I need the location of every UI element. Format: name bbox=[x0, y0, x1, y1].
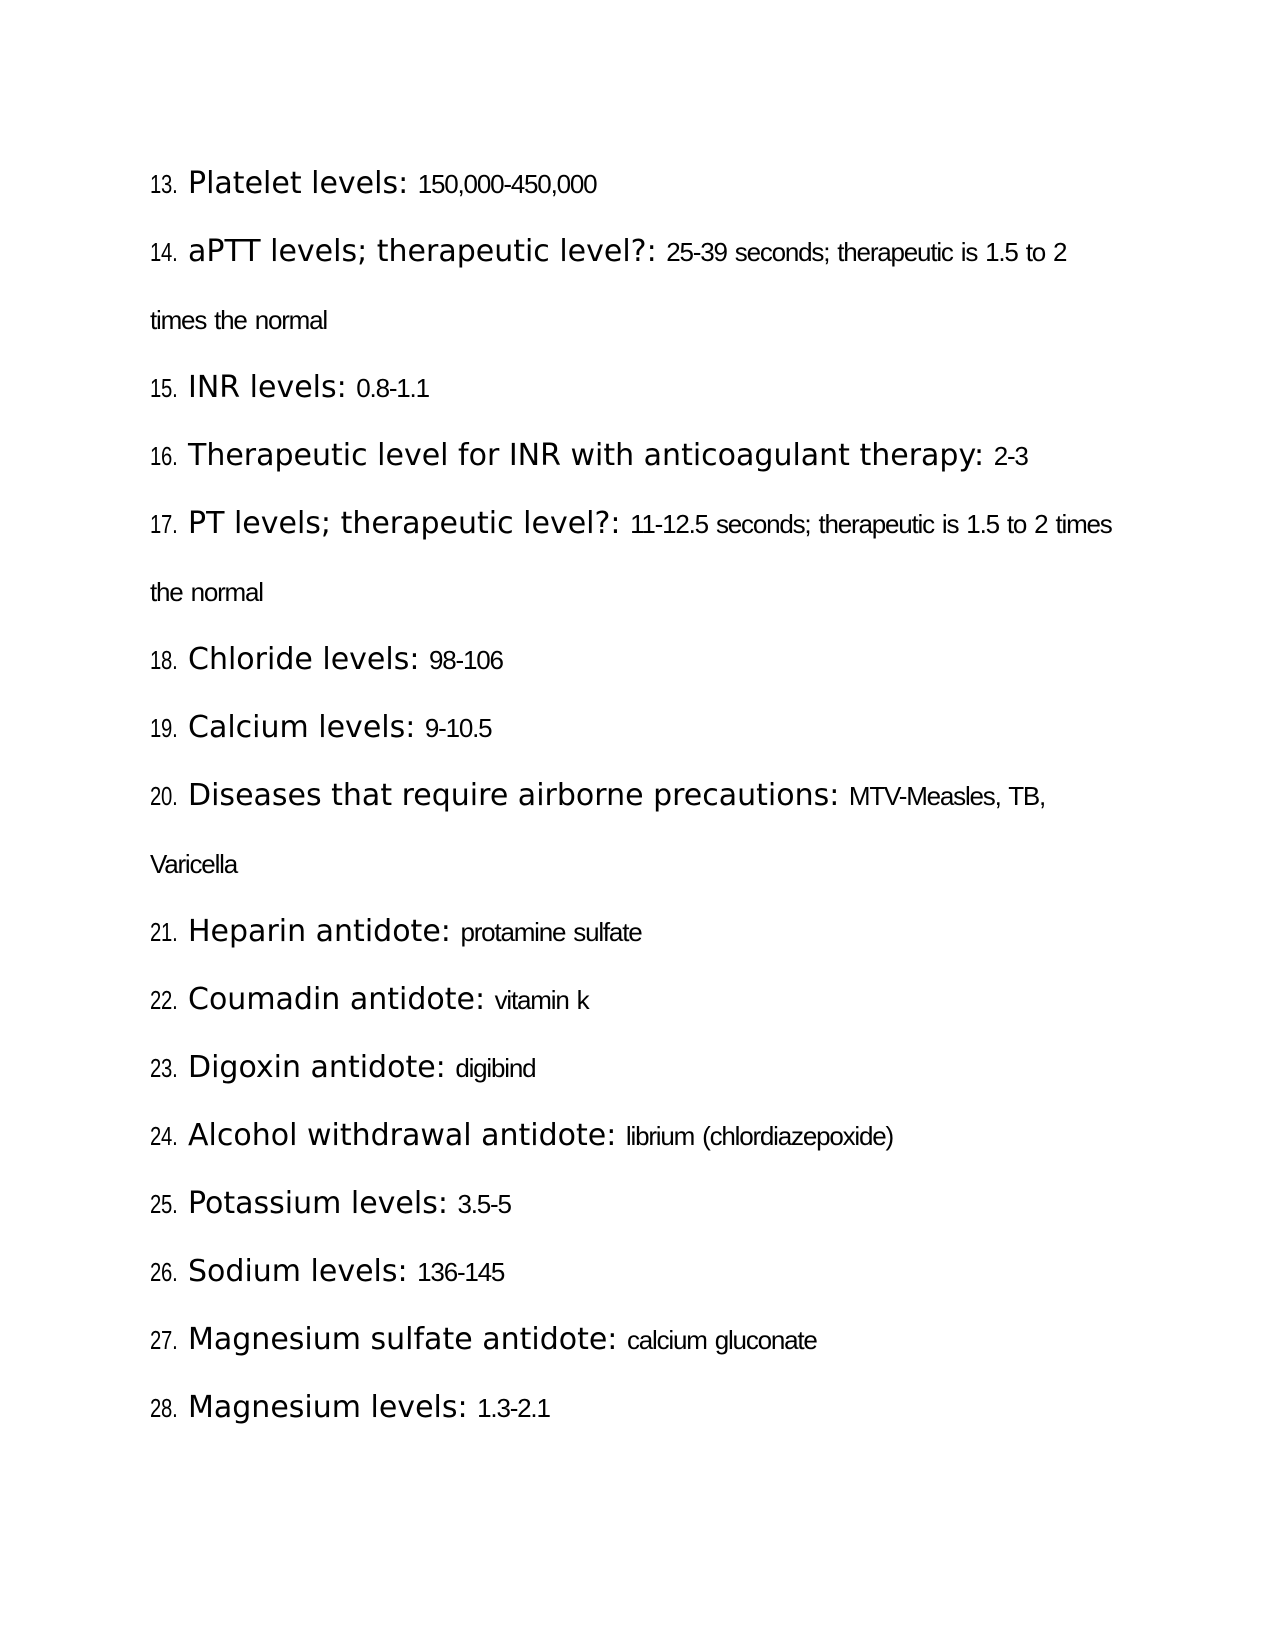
list-item bbox=[150, 490, 1130, 626]
item-answer: librium (chlordiazepoxide) bbox=[625, 1121, 893, 1151]
item-answer: 25-39 seconds; therapeutic is 1.5 to 2 times the normal bbox=[150, 237, 1067, 335]
list-item bbox=[150, 1034, 1130, 1102]
item-number: 23. bbox=[150, 1053, 178, 1083]
item-answer: 98-106 bbox=[428, 645, 503, 675]
list-item bbox=[150, 694, 1130, 762]
item-question: Magnesium sulfate antidote: bbox=[188, 1322, 618, 1357]
list-item bbox=[150, 966, 1130, 1034]
item-number: 21. bbox=[150, 917, 178, 947]
item-answer: 1.3-2.1 bbox=[477, 1393, 550, 1423]
item-answer: digibind bbox=[455, 1053, 536, 1083]
item-answer: 11-12.5 seconds; therapeutic is 1.5 to 2 times the normal bbox=[150, 509, 1112, 607]
item-question: Magnesium levels: bbox=[188, 1390, 468, 1425]
item-number: 27. bbox=[150, 1325, 178, 1355]
item-number: 17. bbox=[150, 509, 178, 539]
item-number: 20. bbox=[150, 781, 178, 811]
item-question: Alcohol withdrawal antidote: bbox=[188, 1118, 617, 1153]
item-answer: protamine sulfate bbox=[460, 917, 642, 947]
list-item bbox=[150, 626, 1130, 694]
item-question: Coumadin antidote: bbox=[188, 982, 486, 1017]
item-number: 24. bbox=[150, 1121, 178, 1151]
item-question: Chloride levels: bbox=[188, 642, 420, 677]
item-number: 15. bbox=[150, 373, 178, 403]
item-number: 13. bbox=[150, 169, 178, 199]
item-question: INR levels: bbox=[188, 370, 347, 405]
item-answer: 150,000-450,000 bbox=[417, 169, 597, 199]
list-item bbox=[150, 1238, 1130, 1306]
item-number: 18. bbox=[150, 645, 178, 675]
item-number: 26. bbox=[150, 1257, 178, 1287]
list-item bbox=[150, 354, 1130, 422]
item-number: 16. bbox=[150, 441, 178, 471]
list-item bbox=[150, 1306, 1130, 1374]
list-item bbox=[150, 762, 1130, 898]
item-question: PT levels; therapeutic level?: bbox=[188, 506, 621, 541]
item-answer: calcium gluconate bbox=[626, 1325, 817, 1355]
item-question: Potassium levels: bbox=[188, 1186, 448, 1221]
list-item bbox=[150, 898, 1130, 966]
item-answer: 9-10.5 bbox=[424, 713, 492, 743]
item-answer: 0.8-1.1 bbox=[356, 373, 429, 403]
item-question: Calcium levels: bbox=[188, 710, 416, 745]
item-number: 19. bbox=[150, 713, 178, 743]
list-item bbox=[150, 218, 1130, 354]
item-answer: MTV-Measles, TB, Varicella bbox=[150, 781, 1046, 879]
list-item bbox=[150, 422, 1130, 490]
list-item bbox=[150, 150, 1130, 218]
list-item bbox=[150, 1374, 1130, 1442]
item-answer: 2-3 bbox=[993, 441, 1028, 471]
item-question: Sodium levels: bbox=[188, 1254, 408, 1289]
item-answer: 136-145 bbox=[417, 1257, 505, 1287]
document-page bbox=[150, 150, 1130, 1442]
item-number: 14. bbox=[150, 237, 178, 267]
item-question: Platelet levels: bbox=[188, 166, 409, 201]
item-question: Heparin antidote: bbox=[188, 914, 451, 949]
item-number: 25. bbox=[150, 1189, 178, 1219]
item-question: Therapeutic level for INR with anticoagulant therapy: bbox=[188, 438, 985, 473]
list-item bbox=[150, 1102, 1130, 1170]
item-answer: 3.5-5 bbox=[457, 1189, 511, 1219]
item-number: 22. bbox=[150, 985, 178, 1015]
item-question: aPTT levels; therapeutic level?: bbox=[188, 234, 657, 269]
item-number: 28. bbox=[150, 1393, 178, 1423]
item-question: Digoxin antidote: bbox=[188, 1050, 446, 1085]
list-item bbox=[150, 1170, 1130, 1238]
item-question: Diseases that require airborne precautions: bbox=[188, 778, 840, 813]
item-answer: vitamin k bbox=[494, 985, 589, 1015]
